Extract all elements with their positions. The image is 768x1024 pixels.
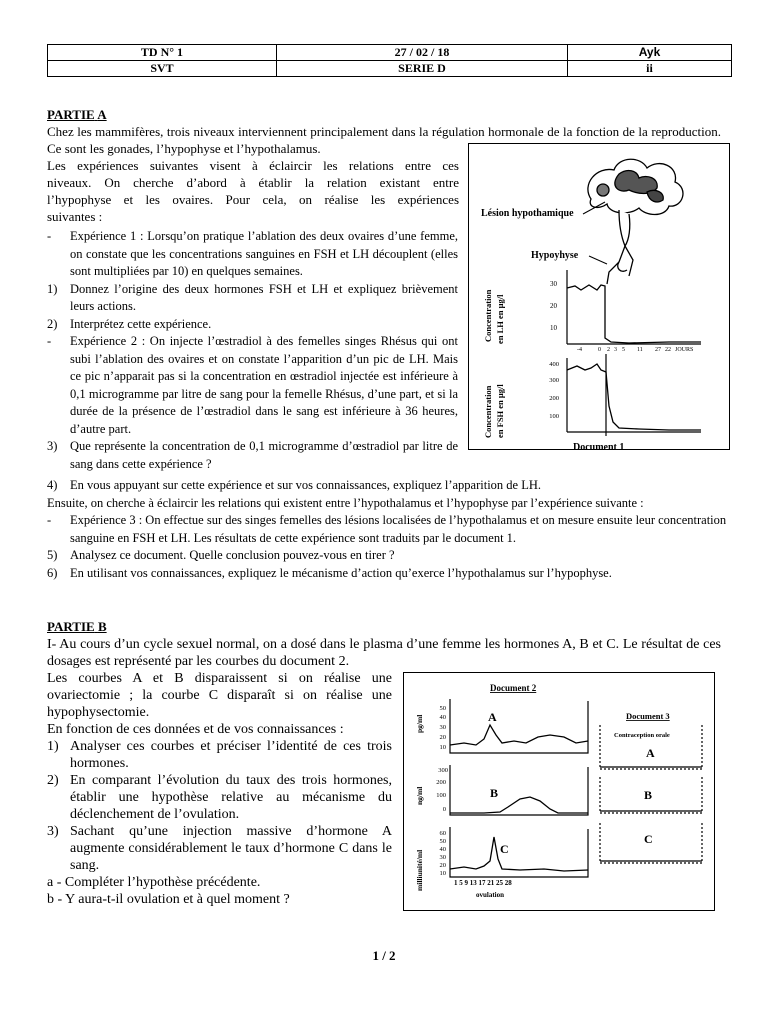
svg-text:27: 27 <box>655 347 661 353</box>
svg-text:20: 20 <box>439 862 446 869</box>
list-item-exp1: - Expérience 1 : Lorsqu’on pratique l’ablation des deux ovaires d’une femme, on constate que les concentrations sanguines en FSH et LH découplent (elles sont multipliées par 10) en quelques semaines. <box>47 229 458 278</box>
page-number: 1 / 2 <box>372 948 396 963</box>
header-cell-date: 27 / 02 / 18 <box>277 45 568 61</box>
list-item-b-q3: 3) Sachant qu’une injection massive d’hormone A augmente considérablement le taux d’hormone C dans le sang. <box>47 824 392 873</box>
part-a-questions-left <box>47 228 458 473</box>
part-b-title: PARTIE B <box>47 619 107 634</box>
list-item-q4: 4) En vous appuyant sur cette expérience et sur vos connaissances, expliquez l’apparition de LH. <box>47 478 542 492</box>
label-lesion: Lésion hypothamique <box>481 208 574 219</box>
document-3-title: Document 3 <box>626 711 670 721</box>
svg-text:300: 300 <box>549 377 559 384</box>
header-row <box>48 61 732 77</box>
curve-a <box>450 725 588 745</box>
svg-text:100: 100 <box>549 413 559 420</box>
document-2-title: Document 2 <box>490 683 537 693</box>
svg-text:JOURS: JOURS <box>675 347 694 353</box>
doc3-panel-a <box>600 725 702 769</box>
doc3-panel-c <box>600 823 702 863</box>
header-cell-td: TD N° 1 <box>48 45 277 61</box>
svg-text:50: 50 <box>439 838 446 845</box>
svg-text:10: 10 <box>439 744 446 751</box>
document-2-3-figure <box>403 672 715 911</box>
svg-text:22: 22 <box>665 347 671 353</box>
header-row <box>48 45 732 61</box>
svg-text:11: 11 <box>637 347 643 353</box>
svg-text:20: 20 <box>439 734 446 741</box>
header-table <box>47 44 732 77</box>
header-cell-subject: SVT <box>48 61 277 77</box>
list-item-b-q2: 2) En comparant l’évolution du taux des trois hormones, établir une hypothèse relative au mécanisme du déclenchement de l’ovulation. <box>47 773 392 822</box>
svg-text:200: 200 <box>549 395 559 402</box>
svg-text:2: 2 <box>607 347 610 353</box>
header-cell-page-code: ii <box>568 61 732 77</box>
svg-text:60: 60 <box>439 830 446 837</box>
svg-text:0: 0 <box>598 347 601 353</box>
curve-b <box>450 797 588 813</box>
svg-text:30: 30 <box>550 280 557 288</box>
svg-text:1 5 9 13 17 21 25 28: 1 5 9 13 17 21 25 28 <box>454 879 512 887</box>
document-1-svg <box>469 144 729 449</box>
svg-text:Concentration: Concentration <box>483 385 493 438</box>
svg-text:20: 20 <box>550 302 557 310</box>
fsh-chart <box>483 354 701 438</box>
lh-curve <box>567 285 701 343</box>
panel-c <box>415 827 588 899</box>
list-item-q6: 6) En utilisant vos connaissances, expliquez le mécanisme d’action qu’exerce l’hypothalamus sur l’hypophyse. <box>47 565 612 580</box>
list-item-b-qb: b - Y aura-t-il ovulation et à quel moment ? <box>47 892 290 907</box>
list-item-q1: 1) Donnez l’origine des deux hormones FSH et LH et expliquez brièvement leurs actions. <box>47 281 458 313</box>
panel-b <box>415 765 588 815</box>
lh-chart <box>483 270 701 344</box>
header-cell-author: Ayk <box>568 45 732 61</box>
list-item-b-qa: a - Compléter l’hypothèse précédente. <box>47 875 261 890</box>
list-item-exp2: - Expérience 2 : On injecte l’œstradiol à des femelles singes Rhésus qui ont subi l’ablation des ovaires et on constate l’apparition d’un pic de LH. Mais ce pic n’apparait pas si la concentration en œstradiol injectée est inférieure à 0,1 microgramme par litre de sang pour la femelle Rhésus, d’une part, et si la durée de la présence de l’œstradiol dans le sang est inférieure à 36 heures, d’autre part. <box>47 334 458 436</box>
svg-text:A: A <box>488 710 497 724</box>
svg-text:ng/ml: ng/ml <box>415 786 424 805</box>
svg-text:Concentration: Concentration <box>483 289 493 342</box>
list-item-b-q1: 1) Analyser ces courbes et préciser l’identité de ces trois hormones. <box>47 739 392 771</box>
svg-text:0: 0 <box>442 806 446 813</box>
part-b-context: Les courbes A et B disparaissent si on réalise une ovariectomie ; la courbe C disparaît si on réalise une hypophysectomie. En fonction de ces données et de vos connaissances : 1) Analyser ces courbes et préciser l’identité de ces trois hormones. 2) En comparant l’évolution du taux des trois hormones, établir une hypothèse relative au mécanisme du déclenchement de l’ovulation. 3) Sachant qu’une injection massive d’hormone A augmente considérablement le taux d’hormone C dans le sang. a - Compléter l’hypothèse précédente. b - Y aura-t-il ovulation et à quel moment ? <box>47 671 392 907</box>
svg-text:400: 400 <box>549 361 559 368</box>
svg-text:3: 3 <box>614 347 617 353</box>
svg-text:pg/ml: pg/ml <box>415 714 424 733</box>
header-cell-series: SERIE D <box>277 61 568 77</box>
svg-text:Contraception orale: Contraception orale <box>614 732 670 739</box>
part-a-title: PARTIE A <box>47 107 107 122</box>
svg-text:10: 10 <box>439 870 446 877</box>
svg-text:40: 40 <box>439 714 446 721</box>
svg-text:50: 50 <box>439 705 446 712</box>
list-item-exp3: - Expérience 3 : On effectue sur des singes femelles des lésions localisées de l’hypothalamus et on mesure ensuite leur concentration sanguine en FSH et LH. Les résultats de cette expérience sont traduits par le document 1. <box>47 513 727 545</box>
part-a-questions-full <box>47 477 727 582</box>
doc3-panel-b <box>600 777 702 813</box>
svg-text:A: A <box>646 746 655 760</box>
svg-text:C: C <box>644 832 653 846</box>
fsh-curve <box>567 364 701 430</box>
brain-illustration <box>588 159 683 284</box>
svg-text:30: 30 <box>439 724 446 731</box>
part-a-transition: Ensuite, on cherche à éclaircir les relations qui existent entre l’hypothalamus et l’hypophyse par l’expérience suivante : <box>47 495 644 510</box>
svg-text:milliunité/ml: milliunité/ml <box>415 849 424 891</box>
svg-text:300: 300 <box>438 767 448 774</box>
part-b-intro: I- Au cours d’un cycle sexuel normal, on a dosé dans le plasma d’une femme les hormones A, B et C. Le résultat de ces dosages est représenté par les courbes du document 2. <box>47 637 721 669</box>
document-2-3-svg <box>404 673 714 910</box>
svg-text:30: 30 <box>439 854 446 861</box>
time-axis-ticks <box>577 347 693 353</box>
list-item-q5: 5) Analysez ce document. Quelle conclusion pouvez-vous en tirer ? <box>47 548 395 562</box>
svg-text:ovulation: ovulation <box>476 891 505 899</box>
list-item-q3: 3) Que représente la concentration de 0,1 microgramme d’œstradiol par litre de sang dans cette expérience ? <box>47 439 458 471</box>
svg-text:en FSH en µg/l: en FSH en µg/l <box>495 384 505 438</box>
svg-text:C: C <box>500 842 509 856</box>
svg-text:5: 5 <box>622 347 625 353</box>
label-hypophyse: Hypoyhyse <box>531 250 579 261</box>
svg-text:-4: -4 <box>577 347 582 353</box>
list-item-q2: 2) Interprétez cette expérience. <box>47 316 212 331</box>
svg-text:100: 100 <box>436 792 446 799</box>
document-1-caption: Document 1 <box>573 442 625 449</box>
svg-text:B: B <box>490 786 499 800</box>
part-a-intro: Chez les mammifères, trois niveaux interviennent principalement dans la régulation hormonale de la fonction de la reproduction. Ce sont les gonades, l’hypophyse et l’hypothalamus. <box>47 124 721 156</box>
svg-text:B: B <box>644 788 653 802</box>
svg-text:200: 200 <box>436 779 446 786</box>
svg-text:40: 40 <box>439 846 446 853</box>
svg-text:en LH en µg/l: en LH en µg/l <box>495 294 505 344</box>
panel-a <box>415 699 588 753</box>
svg-text:10: 10 <box>550 324 557 332</box>
part-a-context: Les expériences suivantes visent à éclaircir les relations entre ces niveaux. On cherche d’abord à établir la relation existant entre l’hypophyse et les ovaires. Pour cela, on réalise les expériences suivantes : <box>47 158 459 224</box>
document-1-figure <box>468 143 730 450</box>
curve-c <box>450 837 588 871</box>
